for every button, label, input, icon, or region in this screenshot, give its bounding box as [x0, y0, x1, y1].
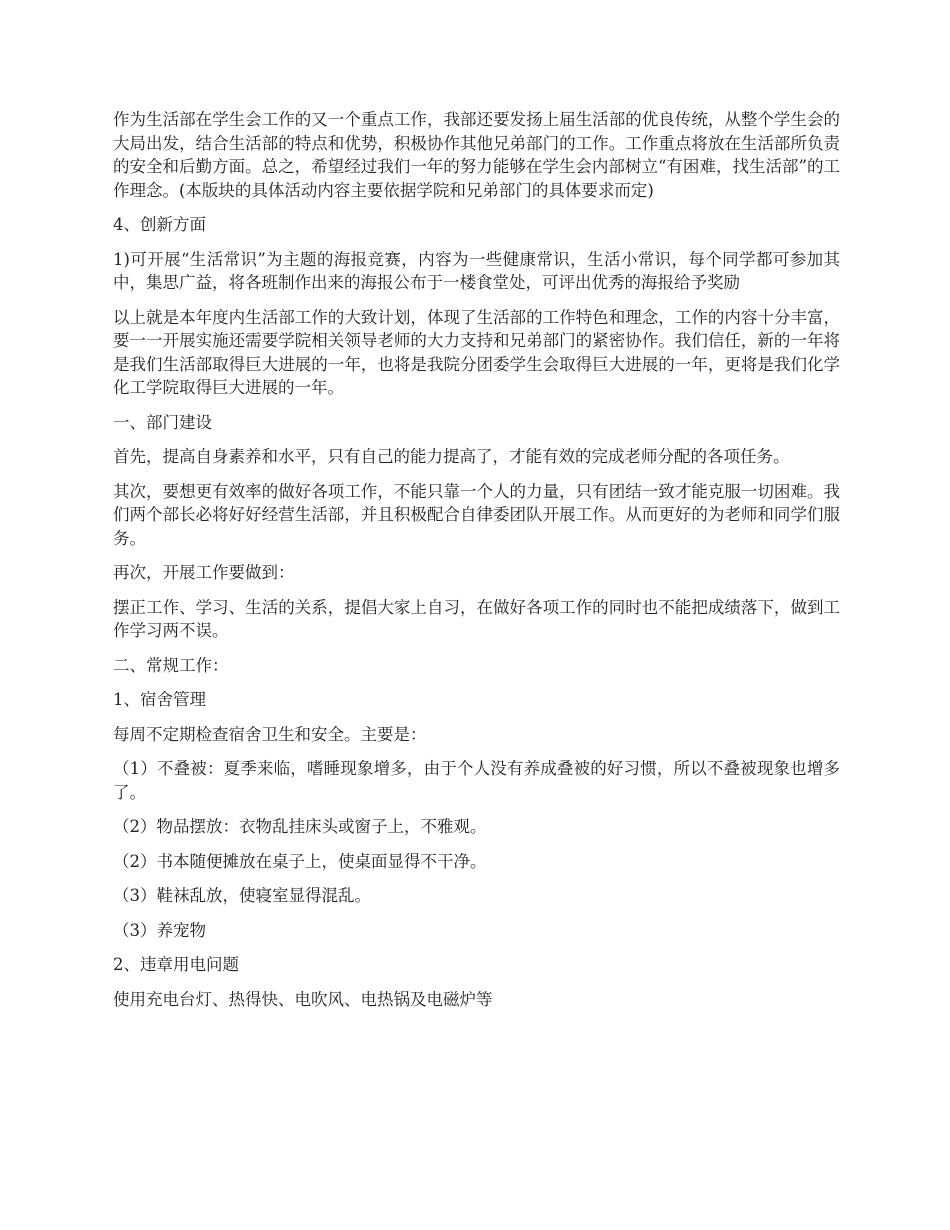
second-point-paragraph: 其次，要想更有效率的做好各项工作，不能只靠一个人的力量，只有团结一致才能克服一切困难。我们两个部长必将好好经营生活部，并且积极配合自律委团队开展工作。从而更好的为老师和同学们服务。 — [113, 481, 840, 548]
first-point-paragraph: 首先，提高自身素养和水平，只有自己的能力提高了，才能有效的完成老师分配的各项任务。 — [113, 447, 790, 466]
document-page — [113, 108, 840, 1022]
third-point-paragraph: 再次，开展工作要做到： — [113, 563, 295, 582]
subheading-electricity-violations: 2、违章用电问题 — [113, 955, 239, 974]
balance-paragraph: 摆正工作、学习、生活的关系，提倡大家上自习，在做好各项工作的同时也不能把成绩落下，做到工作学习两不误。 — [113, 597, 840, 640]
list-item: （2）物品摆放：衣物乱挂床头或窗子上，不雅观。 — [113, 817, 487, 836]
section-heading-routine-work: 二、常规工作： — [113, 655, 229, 675]
poster-contest-paragraph: 1)可开展“生活常识”为主题的海报竞赛，内容为一些健康常识，生活小常识，每个同学都可参加其中，集思广益，将各班制作出来的海报公布于一楼食堂处，可评出优秀的海报给予奖励 — [113, 249, 840, 292]
summary-paragraph: 以上就是本年度内生活部工作的大致计划，体现了生活部的工作特色和理念，工作的内容十分丰富，要一一开展实施还需要学院相关领导老师的大力支持和兄弟部门的紧密协作。我们信任，新的一年将是我们生活部取得巨大进展的一年，也将是我院分团委学生会取得巨大进展的一年，更将是我们化学化工学院取得巨大进展的一年。 — [113, 307, 840, 397]
weekly-inspection-paragraph: 每周不定期检查宿舍卫生和安全。主要是： — [113, 724, 427, 744]
list-item: （1）不叠被：夏季来临，嗜睡现象增多，由于个人没有养成叠被的好习惯，所以不叠被现象也增多了。 — [113, 759, 840, 802]
list-item: （3）养宠物 — [113, 920, 206, 940]
section-heading-department-building: 一、部门建设 — [113, 412, 212, 432]
section-heading-innovation: 4、创新方面 — [113, 215, 206, 234]
subheading-dorm-management: 1、宿舍管理 — [113, 690, 206, 709]
list-item: （2）书本随便摊放在桌子上，使桌面显得不干净。 — [113, 851, 487, 871]
intro-paragraph: 作为生活部在学生会工作的又一个重点工作，我部还要发扬上届生活部的优良传统，从整个学生会的大局出发，结合生活部的特点和优势，积极协作其他兄弟部门的工作。工作重点将放在生活部所负责的安全和后勤方面。总之，希望经过我们一年的努力能够在学生会内部树立“有困难，找生活部”的工作理念。(本版块的具体活动内容主要依据学院和兄弟部门的具体要求而定) — [113, 110, 840, 200]
list-item: （3）鞋袜乱放，使寝室显得混乱。 — [113, 886, 371, 905]
appliances-paragraph: 使用充电台灯、热得快、电吹风、电热锅及电磁炉等 — [113, 989, 493, 1009]
